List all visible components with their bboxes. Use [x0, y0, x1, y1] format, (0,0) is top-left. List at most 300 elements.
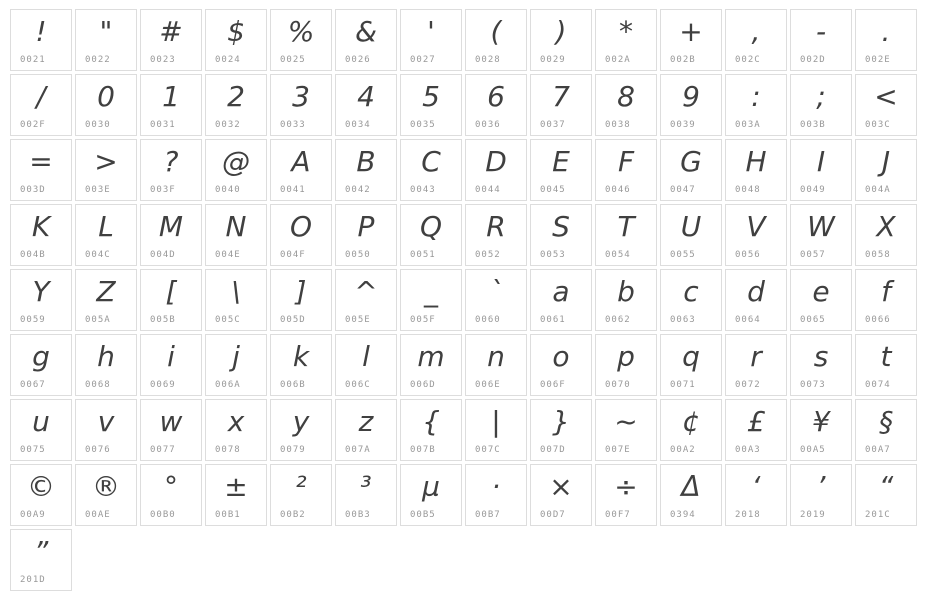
glyph-char: 0: [97, 80, 115, 113]
glyph-char: i: [167, 340, 175, 373]
glyph-char: K: [31, 210, 51, 243]
glyph-code-label: 0025: [280, 55, 306, 65]
glyph-code-label: 0026: [345, 55, 371, 65]
glyph-cell[interactable]: [725, 464, 787, 526]
glyph-code-label: 0046: [605, 185, 631, 195]
glyph-code-label: 0047: [670, 185, 696, 195]
glyph-code-label: 0035: [410, 120, 436, 130]
glyph-code-label: 201D: [20, 575, 46, 585]
glyph-char: e: [812, 275, 830, 308]
glyph-code-label: 0054: [605, 250, 631, 260]
glyph-cell[interactable]: [595, 399, 657, 461]
glyph-code-label: 002D: [800, 55, 826, 65]
glyph-char: ~: [614, 405, 638, 438]
glyph-char: {: [422, 405, 440, 438]
glyph-cell[interactable]: [465, 269, 527, 331]
glyph-cell[interactable]: [75, 464, 137, 526]
glyph-char: G: [680, 145, 702, 178]
glyph-char: =: [29, 145, 53, 178]
glyph-code-label: 0040: [215, 185, 241, 195]
glyph-cell[interactable]: [660, 204, 722, 266]
glyph-code-label: 2018: [735, 510, 761, 520]
glyph-char: µ: [422, 470, 440, 503]
glyph-char: s: [813, 340, 829, 373]
glyph-cell[interactable]: [855, 204, 917, 266]
glyph-code-label: 005A: [85, 315, 111, 325]
glyph-cell[interactable]: [530, 204, 592, 266]
glyph-cell[interactable]: [205, 334, 267, 396]
glyph-char: ²: [295, 470, 307, 503]
glyph-code-label: 00B7: [475, 510, 501, 520]
glyph-char: J: [881, 145, 891, 178]
glyph-char: @: [222, 145, 250, 178]
glyph-cell[interactable]: [595, 269, 657, 331]
glyph-code-label: 0060: [475, 315, 501, 325]
glyph-char: §: [879, 405, 893, 438]
glyph-code-label: 0021: [20, 55, 46, 65]
glyph-cell[interactable]: [400, 9, 462, 71]
glyph-cell[interactable]: [335, 464, 397, 526]
glyph-cell[interactable]: [400, 74, 462, 136]
glyph-char: r: [750, 340, 762, 373]
glyph-char: }: [552, 405, 570, 438]
glyph-char: u: [32, 405, 50, 438]
glyph-cell[interactable]: [75, 204, 137, 266]
glyph-cell[interactable]: [335, 74, 397, 136]
glyph-char: o: [552, 340, 570, 373]
glyph-code-label: 0078: [215, 445, 241, 455]
glyph-code-label: 003C: [865, 120, 891, 130]
glyph-code-label: 00A5: [800, 445, 826, 455]
glyph-char: /: [36, 80, 46, 113]
glyph-code-label: 005E: [345, 315, 371, 325]
glyph-cell[interactable]: [725, 9, 787, 71]
glyph-code-label: 0043: [410, 185, 436, 195]
glyph-char: V: [746, 210, 766, 243]
glyph-char: 1: [162, 80, 180, 113]
glyph-cell[interactable]: [660, 334, 722, 396]
glyph-char: ’: [816, 470, 826, 503]
glyph-cell[interactable]: [270, 399, 332, 461]
glyph-char: a: [552, 275, 570, 308]
glyph-code-label: 0061: [540, 315, 566, 325]
glyph-char: E: [552, 145, 570, 178]
glyph-code-label: 007E: [605, 445, 631, 455]
glyph-char: ”: [33, 535, 49, 568]
glyph-char: !: [35, 15, 47, 48]
glyph-code-label: 004A: [865, 185, 891, 195]
glyph-char: O: [289, 210, 313, 243]
glyph-code-label: 00D7: [540, 510, 566, 520]
glyph-cell[interactable]: [465, 204, 527, 266]
glyph-code-label: 007C: [475, 445, 501, 455]
glyph-code-label: 0066: [865, 315, 891, 325]
glyph-code-label: 0075: [20, 445, 46, 455]
glyph-char: y: [292, 405, 310, 438]
glyph-code-label: 003A: [735, 120, 761, 130]
glyph-cell[interactable]: [855, 334, 917, 396]
glyph-char: z: [358, 405, 374, 438]
glyph-char: %: [287, 15, 315, 48]
glyph-code-label: 004E: [215, 250, 241, 260]
glyph-cell[interactable]: [140, 74, 202, 136]
glyph-code-label: 0039: [670, 120, 696, 130]
glyph-code-label: 007B: [410, 445, 436, 455]
glyph-char: N: [225, 210, 247, 243]
glyph-cell[interactable]: [725, 334, 787, 396]
glyph-cell[interactable]: [140, 334, 202, 396]
glyph-code-label: 0028: [475, 55, 501, 65]
glyph-cell[interactable]: [660, 139, 722, 201]
glyph-char: ": [99, 15, 113, 48]
glyph-cell[interactable]: [10, 269, 72, 331]
glyph-char: ^: [354, 275, 378, 308]
glyph-cell[interactable]: [140, 464, 202, 526]
glyph-cell[interactable]: [790, 464, 852, 526]
glyph-code-label: 0022: [85, 55, 111, 65]
glyph-code-label: 0067: [20, 380, 46, 390]
glyph-code-label: 006D: [410, 380, 436, 390]
glyph-char: ): [555, 15, 567, 48]
glyph-cell[interactable]: [335, 9, 397, 71]
glyph-code-label: 2019: [800, 510, 826, 520]
glyph-cell[interactable]: [855, 9, 917, 71]
glyph-char: ¥: [812, 405, 830, 438]
glyph-char: Z: [96, 275, 116, 308]
glyph-code-label: 0030: [85, 120, 111, 130]
glyph-code-label: 002B: [670, 55, 696, 65]
glyph-code-label: 0045: [540, 185, 566, 195]
glyph-code-label: 00A9: [20, 510, 46, 520]
glyph-cell[interactable]: [400, 334, 462, 396]
glyph-cell[interactable]: [10, 9, 72, 71]
glyph-cell[interactable]: [205, 399, 267, 461]
glyph-char: v: [97, 405, 115, 438]
glyph-code-label: 0079: [280, 445, 306, 455]
glyph-cell[interactable]: [595, 204, 657, 266]
glyph-cell[interactable]: [660, 399, 722, 461]
glyph-code-label: 004D: [150, 250, 176, 260]
glyph-char: Q: [419, 210, 443, 243]
glyph-char: $: [227, 15, 245, 48]
glyph-code-label: 0064: [735, 315, 761, 325]
glyph-cell[interactable]: [530, 9, 592, 71]
glyph-cell[interactable]: [140, 269, 202, 331]
glyph-cell[interactable]: [75, 74, 137, 136]
glyph-cell[interactable]: [10, 399, 72, 461]
glyph-char: R: [486, 210, 506, 243]
glyph-cell[interactable]: [595, 74, 657, 136]
glyph-code-label: 003F: [150, 185, 176, 195]
glyph-code-label: 0065: [800, 315, 826, 325]
glyph-cell[interactable]: [530, 269, 592, 331]
glyph-code-label: 0072: [735, 380, 761, 390]
glyph-code-label: 0037: [540, 120, 566, 130]
glyph-cell[interactable]: [270, 269, 332, 331]
glyph-char: W: [807, 210, 835, 243]
glyph-code-label: 007D: [540, 445, 566, 455]
glyph-char: j: [232, 340, 240, 373]
glyph-code-label: 006F: [540, 380, 566, 390]
glyph-cell[interactable]: [790, 74, 852, 136]
glyph-char: ®: [92, 470, 120, 503]
glyph-cell[interactable]: [400, 464, 462, 526]
glyph-cell[interactable]: [400, 269, 462, 331]
glyph-char: ‘: [751, 470, 761, 503]
glyph-cell[interactable]: [10, 204, 72, 266]
glyph-char: w: [159, 405, 183, 438]
glyph-cell[interactable]: [530, 139, 592, 201]
glyph-cell[interactable]: [75, 9, 137, 71]
glyph-cell[interactable]: [205, 204, 267, 266]
glyph-code-label: 005C: [215, 315, 241, 325]
glyph-cell[interactable]: [855, 74, 917, 136]
glyph-cell[interactable]: [400, 139, 462, 201]
glyph-char: :: [751, 80, 761, 113]
glyph-code-label: 0070: [605, 380, 631, 390]
glyph-char: T: [617, 210, 635, 243]
glyph-code-label: 0076: [85, 445, 111, 455]
glyph-cell[interactable]: [660, 464, 722, 526]
glyph-code-label: 003E: [85, 185, 111, 195]
glyph-char: _: [424, 275, 438, 308]
glyph-char: l: [362, 340, 370, 373]
glyph-char: .: [881, 15, 891, 48]
glyph-char: d: [747, 275, 765, 308]
glyph-char: M: [158, 210, 184, 243]
glyph-cell[interactable]: [205, 139, 267, 201]
glyph-cell[interactable]: [725, 74, 787, 136]
glyph-char: p: [617, 340, 635, 373]
glyph-cell[interactable]: [465, 334, 527, 396]
glyph-cell[interactable]: [270, 9, 332, 71]
glyph-cell[interactable]: [465, 139, 527, 201]
glyph-code-label: 00A2: [670, 445, 696, 455]
glyph-char: -: [815, 15, 827, 48]
glyph-code-label: 0029: [540, 55, 566, 65]
glyph-char: k: [292, 340, 310, 373]
glyph-cell[interactable]: [270, 334, 332, 396]
glyph-char: ¢: [682, 405, 700, 438]
glyph-code-label: 0052: [475, 250, 501, 260]
glyph-cell[interactable]: [335, 334, 397, 396]
glyph-cell[interactable]: [10, 529, 72, 591]
glyph-char: 6: [487, 80, 505, 113]
glyph-code-label: 0051: [410, 250, 436, 260]
glyph-char: t: [880, 340, 892, 373]
glyph-cell[interactable]: [725, 204, 787, 266]
glyph-cell[interactable]: [205, 269, 267, 331]
glyph-cell[interactable]: [140, 204, 202, 266]
glyph-char: ³: [360, 470, 372, 503]
glyph-char: 2: [227, 80, 245, 113]
glyph-code-label: 002A: [605, 55, 631, 65]
glyph-code-label: 003B: [800, 120, 826, 130]
glyph-code-label: 0071: [670, 380, 696, 390]
glyph-char: ·: [491, 470, 501, 503]
glyph-code-label: 0057: [800, 250, 826, 260]
glyph-cell[interactable]: [725, 139, 787, 201]
glyph-cell[interactable]: [790, 204, 852, 266]
glyph-cell[interactable]: [465, 74, 527, 136]
glyph-char: f: [881, 275, 891, 308]
glyph-char: X: [876, 210, 896, 243]
glyph-cell[interactable]: [530, 74, 592, 136]
glyph-cell[interactable]: [465, 9, 527, 71]
glyph-cell[interactable]: [660, 9, 722, 71]
glyph-code-label: 0023: [150, 55, 176, 65]
glyph-code-label: 0048: [735, 185, 761, 195]
glyph-cell[interactable]: [10, 464, 72, 526]
glyph-char: \: [231, 275, 241, 308]
glyph-code-label: 006A: [215, 380, 241, 390]
glyph-char: F: [617, 145, 635, 178]
glyph-char: &: [355, 15, 377, 48]
glyph-char: B: [356, 145, 376, 178]
glyph-cell[interactable]: [10, 334, 72, 396]
glyph-cell[interactable]: [595, 334, 657, 396]
glyph-char: g: [32, 340, 50, 373]
glyph-cell[interactable]: [335, 139, 397, 201]
glyph-code-label: 006C: [345, 380, 371, 390]
glyph-cell[interactable]: [790, 269, 852, 331]
glyph-code-label: 005D: [280, 315, 306, 325]
glyph-cell[interactable]: [855, 269, 917, 331]
glyph-cell[interactable]: [855, 139, 917, 201]
glyph-cell[interactable]: [855, 464, 917, 526]
glyph-cell[interactable]: [530, 399, 592, 461]
glyph-cell[interactable]: [335, 399, 397, 461]
glyph-cell[interactable]: [270, 464, 332, 526]
glyph-cell[interactable]: [790, 334, 852, 396]
glyph-code-label: 201C: [865, 510, 891, 520]
glyph-cell[interactable]: [530, 334, 592, 396]
glyph-cell[interactable]: [335, 269, 397, 331]
glyph-cell[interactable]: [10, 74, 72, 136]
glyph-char: b: [617, 275, 635, 308]
glyph-cell[interactable]: [790, 399, 852, 461]
glyph-char: 4: [357, 80, 375, 113]
glyph-cell[interactable]: [270, 74, 332, 136]
glyph-cell[interactable]: [75, 399, 137, 461]
glyph-char: |: [491, 405, 501, 438]
glyph-char: ©: [27, 470, 55, 503]
glyph-cell[interactable]: [140, 139, 202, 201]
glyph-code-label: 0056: [735, 250, 761, 260]
glyph-code-label: 002F: [20, 120, 46, 130]
glyph-cell[interactable]: [75, 139, 137, 201]
glyph-char: n: [487, 340, 505, 373]
glyph-char: <: [874, 80, 898, 113]
glyph-code-label: 00B2: [280, 510, 306, 520]
glyph-cell[interactable]: [205, 9, 267, 71]
glyph-char: Δ: [681, 470, 701, 503]
glyph-char: ?: [163, 145, 179, 178]
glyph-code-label: 006E: [475, 380, 501, 390]
glyph-char: S: [552, 210, 570, 243]
glyph-cell[interactable]: [790, 9, 852, 71]
glyph-code-label: 0027: [410, 55, 436, 65]
glyph-char: P: [357, 210, 375, 243]
glyph-code-label: 00B0: [150, 510, 176, 520]
glyph-cell[interactable]: [10, 139, 72, 201]
glyph-cell[interactable]: [595, 9, 657, 71]
glyph-cell[interactable]: [335, 204, 397, 266]
glyph-code-label: 0049: [800, 185, 826, 195]
glyph-char: Y: [32, 275, 50, 308]
glyph-char: A: [291, 145, 311, 178]
glyph-cell[interactable]: [140, 9, 202, 71]
glyph-char: 8: [617, 80, 635, 113]
glyph-code-label: 004B: [20, 250, 46, 260]
glyph-cell[interactable]: [660, 74, 722, 136]
glyph-code-label: 00B3: [345, 510, 371, 520]
glyph-code-label: 002E: [865, 55, 891, 65]
glyph-code-label: 0042: [345, 185, 371, 195]
glyph-cell[interactable]: [205, 74, 267, 136]
glyph-char: x: [227, 405, 245, 438]
glyph-cell[interactable]: [75, 269, 137, 331]
glyph-code-label: 0055: [670, 250, 696, 260]
glyph-code-label: 0034: [345, 120, 371, 130]
glyph-char: I: [816, 145, 826, 178]
glyph-char: (: [490, 15, 502, 48]
glyph-char: ÷: [614, 470, 638, 503]
glyph-cell[interactable]: [530, 464, 592, 526]
glyph-char: #: [159, 15, 183, 48]
glyph-cell[interactable]: [465, 464, 527, 526]
glyph-char: C: [421, 145, 441, 178]
glyph-cell[interactable]: [855, 399, 917, 461]
glyph-char: “: [878, 470, 894, 503]
glyph-code-label: 0063: [670, 315, 696, 325]
glyph-cell[interactable]: [465, 399, 527, 461]
glyph-code-label: 00B1: [215, 510, 241, 520]
glyph-code-label: 004F: [280, 250, 306, 260]
glyph-code-label: 0050: [345, 250, 371, 260]
glyph-code-label: 005F: [410, 315, 436, 325]
glyph-cell[interactable]: [140, 399, 202, 461]
glyph-char: 5: [422, 80, 440, 113]
glyph-cell[interactable]: [270, 204, 332, 266]
glyph-cell[interactable]: [270, 139, 332, 201]
glyph-char: £: [747, 405, 765, 438]
glyph-char: ;: [816, 80, 826, 113]
glyph-cell[interactable]: [660, 269, 722, 331]
glyph-char: U: [680, 210, 702, 243]
glyph-cell[interactable]: [205, 464, 267, 526]
glyph-cell[interactable]: [725, 399, 787, 461]
glyph-cell[interactable]: [595, 139, 657, 201]
glyph-cell[interactable]: [75, 334, 137, 396]
glyph-code-label: 00B5: [410, 510, 436, 520]
glyph-char: ]: [295, 275, 307, 308]
glyph-code-label: 006B: [280, 380, 306, 390]
glyph-cell[interactable]: [400, 399, 462, 461]
glyph-code-label: 0033: [280, 120, 306, 130]
glyph-code-label: 007A: [345, 445, 371, 455]
glyph-char: L: [98, 210, 114, 243]
glyph-code-label: 0036: [475, 120, 501, 130]
glyph-cell[interactable]: [400, 204, 462, 266]
glyph-cell[interactable]: [595, 464, 657, 526]
glyph-cell[interactable]: [790, 139, 852, 201]
glyph-code-label: 0038: [605, 120, 631, 130]
glyph-code-label: 0062: [605, 315, 631, 325]
glyph-code-label: 0059: [20, 315, 46, 325]
glyph-cell[interactable]: [725, 269, 787, 331]
glyph-code-label: 0073: [800, 380, 826, 390]
